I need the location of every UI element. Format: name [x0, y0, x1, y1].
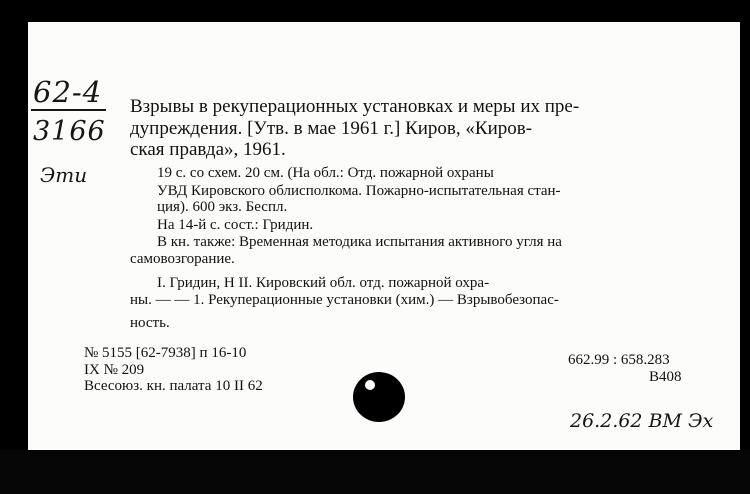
- scan-border: [0, 450, 750, 494]
- handwritten-shelfmark-bottom: 3166: [33, 116, 106, 147]
- tracing-line: ность.: [130, 315, 170, 331]
- ink-blot: [353, 372, 405, 422]
- registry-line: № 5155 [62-7938] п 16-10: [84, 345, 247, 361]
- classification-code: 662.99 : 658.283: [568, 352, 670, 368]
- registry-line: IX № 209: [84, 362, 145, 378]
- description-line: ция). 600 экз. Беспл.: [157, 199, 288, 215]
- tracing-line: ны. — — 1. Рекуперационные установки (хим.) — Взрывобезопас-: [130, 292, 559, 308]
- title-line: дупреждения. [Утв. в мае 1961 г.] Киров, «Киров-: [130, 118, 533, 139]
- handwritten-shelfmark-top: 62-4: [33, 75, 103, 109]
- title-line: ская правда», 1961.: [130, 139, 286, 160]
- description-line: В кн. также: Временная методика испытания активного угля на: [157, 234, 562, 250]
- description-line: 19 с. со схем. 20 см. (На обл.: Отд. пожарной охраны: [157, 165, 494, 181]
- description-line: УВД Кировского облисполкома. Пожарно-испытательная стан-: [157, 183, 561, 199]
- title-line: Взрывы в рекуперационных установках и меры их пре-: [130, 96, 580, 117]
- description-line: самовозгорание.: [130, 251, 235, 267]
- handwritten-date-note: 26.2.62 ВМ Эх: [570, 410, 714, 432]
- call-code: В408: [649, 369, 682, 385]
- tracing-line: I. Гридин, Н II. Кировский обл. отд. пожарной охра-: [157, 275, 490, 291]
- handwritten-mark: Эти: [40, 163, 88, 187]
- description-line: На 14-й с. сост.: Гридин.: [157, 217, 314, 233]
- registry-line: Всесоюз. кн. палата 10 II 62: [84, 378, 263, 394]
